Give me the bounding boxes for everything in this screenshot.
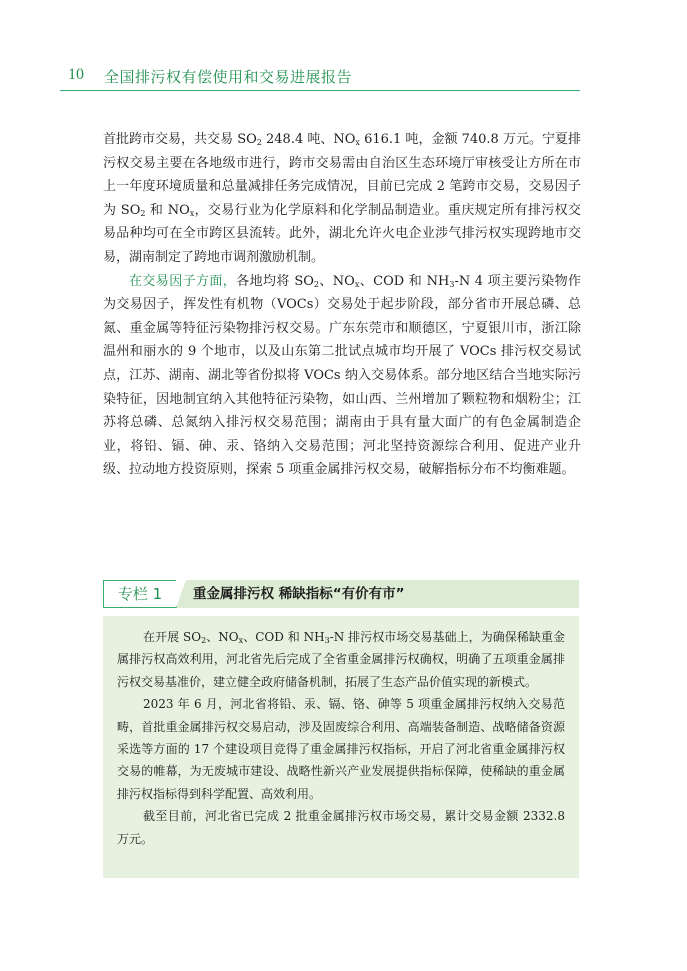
box-paragraph-2: 2023 年 6 月，河北省将铅、汞、镉、铬、砷等 5 项重金属排污权纳入交易范畴，首批重金属排污权交易启动，涉及固废综合利用、高端装备制造、战略储备资源采选等方面的 17 个建设项目竞得了重金属排污权指标，开启了河北省重金属排污权交易的帷幕，为无废城市建设、战略性新兴产业发展提供指标保障，使稀缺的重金属排污权指标得到科学配置、高效利用。 xyxy=(117,697,565,801)
section-lead: 在交易因子方面， xyxy=(129,273,237,289)
paragraph-1: 首批跨市交易，共交易 $SO_2$ 248.4 吨、$NO_x$ 616.1 吨，金额 740.8 万元。宁夏排污权交易主要在各地级市进行，跨市交易需由自治区生态环境厅审核受让方所在市上一年度环境质量和总量减排任务完成情况，目前已完成 2 笔跨市交易，交易因子为 $SO_2$ 和 $NO_x$，交易行业为化学原料和化学制品制造业。重庆规定所有排污权交易品种均可在全市跨区县流转。此外，湖北允许火电企业涉气排污权实现跨地市交易，湖南制定了跨地市调剂激励机制。 xyxy=(103,132,581,265)
column-title: 重金属排污权 稀缺指标“有价有市” xyxy=(193,586,405,602)
box-paragraph-3: 截至目前，河北省已完成 2 批重金属排污权市场交易，累计交易金额 2332.8 万元。 xyxy=(117,809,565,846)
box-paragraph-1: 在开展 $SO_2$、$NO_x$、COD 和 $NH_3-N$ 排污权市场交易基础上，为确保稀缺重金属排污权高效利用，河北省先后完成了全省重金属排污权确权，明确了五项重金属排污权交易基准价，建立健全政府储备机制，拓展了生态产品价值实现的新模式。 xyxy=(117,630,566,689)
column-box-header xyxy=(103,580,579,608)
column-box-body xyxy=(103,616,579,878)
main-text xyxy=(103,128,581,482)
page-number: 10 xyxy=(68,66,84,83)
label-notch xyxy=(176,580,186,608)
running-header xyxy=(60,64,580,91)
running-title: 全国排污权有偿使用和交易进展报告 xyxy=(104,68,353,86)
paragraph-2: 在交易因子方面，各地均将 $SO_2$、$NO_x$、COD 和 $NH_3-N$ 4 项主要污染物作为交易因子，挥发性有机物（VOCs）交易处于起步阶段，部分省市开展总磷、总氮、重金属等特征污染物排污权交易。广东东莞市和顺德区，宁夏银川市，浙江除温州和丽水的 9 个地市，以及山东第二批试点城市均开展了 VOCs 排污权交易试点，江苏、湖南、湖北等省份拟将 VOCs 纳入交易体系。部分地区结合当地实际污染特征，因地制宜纳入其他特征污染物，如山西、兰州增加了颗粒物和烟粉尘；江苏将总磷、总氮纳入排污权交易范围；湖南由于具有量大面广的有色金属制造企业，将铅、镉、砷、汞、铬纳入交易范围；河北坚持资源综合利用、促进产业升级、拉动地方投资原则，探索 5 项重金属排污权交易，破解指标分布不均衡难题。 xyxy=(103,273,581,478)
column-label: 专栏 1 xyxy=(103,580,177,608)
